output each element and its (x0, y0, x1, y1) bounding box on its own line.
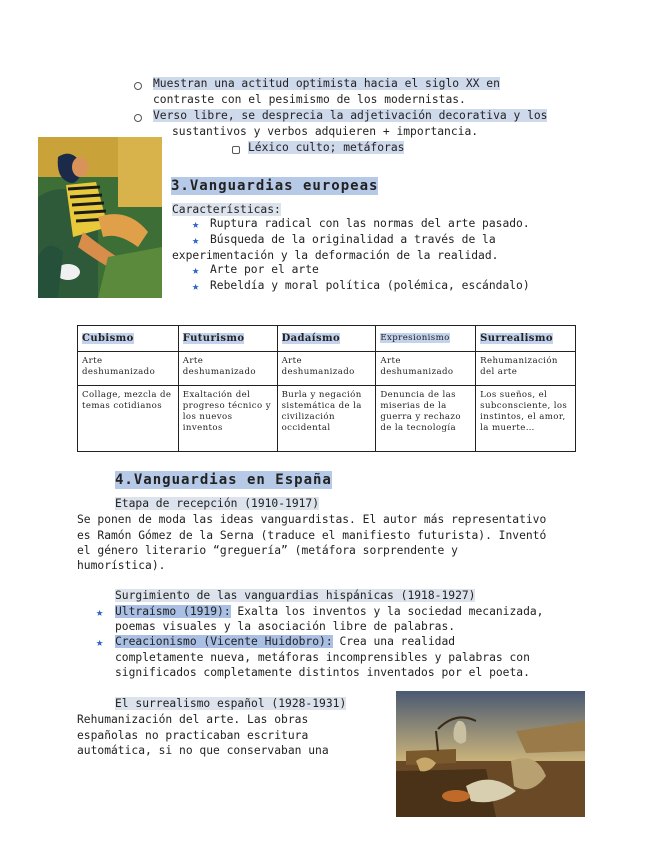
sub-bullet-label: Léxico culto; metáforas (248, 141, 405, 154)
paragraph-line: Se ponen de moda las ideas vanguardistas. El autor más representativo (77, 513, 547, 526)
paragraph-line: Rehumanización del arte. Las obras (77, 713, 309, 726)
table-cell: Denuncia de las miserias de la guerra y rechazo de la tecnología (376, 386, 476, 452)
table-cell: Exaltación del progreso técnico y los nuevos inventos (178, 386, 277, 452)
bullet-text (153, 108, 547, 124)
characteristic-item: Rebeldía y moral política (polémica, escándalo) (210, 279, 530, 292)
sub-bullet-text (248, 140, 404, 156)
ultraismo-text: Exalta los inventos y la sociedad mecanizada, (230, 605, 544, 618)
expressionist-painting (38, 137, 162, 298)
section-3-title: 3.Vanguardias europeas (171, 178, 379, 194)
header-label: Surrealismo (480, 333, 553, 344)
bullet-line: Verso libre, se desprecia la adjetivación decorativa y los (153, 109, 548, 122)
bullet-circle (134, 82, 142, 90)
bullet-circle (134, 114, 142, 122)
header-label: Dadaísmo (281, 333, 341, 344)
characteristic-item: Arte por el arte (210, 263, 319, 276)
paragraph-line: humorística). (77, 559, 166, 572)
header-label: Expresionismo (380, 333, 450, 343)
star-bullet-icon: ★ (96, 605, 104, 619)
characteristic-continuation: experimentación y la deformación de la realidad. (172, 249, 499, 262)
bullet-text: contraste con el pesimismo de los modernistas. (153, 93, 466, 106)
star-bullet-icon: ★ (96, 635, 104, 649)
paragraph-line: es Ramón Gómez de la Serna (traduce el manifiesto futurista). Inventó (77, 529, 547, 542)
section-3-heading (171, 177, 378, 195)
sub-bullet-square (232, 146, 240, 154)
table-cell: Arte deshumanizado (277, 352, 376, 386)
header-label: Cubismo (82, 333, 134, 344)
ultraismo-item (115, 604, 544, 620)
header-expresionismo (376, 326, 476, 352)
table-cell: Rehumanización del arte (476, 352, 576, 386)
header-dadaismo (277, 326, 376, 352)
stage-title-text: Surgimiento de las vanguardias hispánicas (1918-1927) (115, 589, 476, 602)
table-row (78, 352, 576, 386)
table-cell: Arte deshumanizado (178, 352, 277, 386)
creacionismo-continuation: completamente nueva, metáforas incomprensibles y palabras con (115, 651, 530, 664)
star-bullet-icon: ★ (192, 233, 200, 247)
paragraph-line: automática, si no que conservaban una (77, 744, 329, 757)
header-label: Futurismo (182, 333, 245, 344)
table-cell: Arte deshumanizado (376, 352, 476, 386)
table-row (78, 386, 576, 452)
star-bullet-icon: ★ (192, 263, 200, 277)
star-bullet-icon: ★ (192, 279, 200, 293)
table-cell: Los sueños, el subconsciente, los instintos, el amor, la muerte… (476, 386, 576, 452)
section-4-heading (115, 471, 332, 489)
table-cell: Burla y negación sistemática de la civilización occidental (277, 386, 376, 452)
characteristic-item: Ruptura radical con las normas del arte pasado. (210, 217, 530, 230)
header-cubismo (78, 326, 179, 352)
paragraph-line: el género literario “greguería” (metáfora sorprendente y (77, 544, 458, 557)
creacionismo-item (115, 634, 455, 650)
creacionismo-text: Crea una realidad (332, 635, 456, 648)
vanguards-table (77, 325, 576, 452)
paragraph-line: españolas no practicaban escritura (77, 729, 309, 742)
creacionismo-label: Creacionismo (Vicente Huidobro): (115, 635, 333, 648)
table-cell: Collage, mezcla de temas cotidianos (78, 386, 179, 452)
creacionismo-continuation: significados completamente distintos inventados por el poeta. (115, 666, 530, 679)
table-cell: Arte deshumanizado (78, 352, 179, 386)
header-futurismo (178, 326, 277, 352)
section-4-title: 4.Vanguardias en España (115, 472, 332, 488)
bullet-text: sustantivos y verbos adquieren + importancia. (172, 125, 479, 138)
stage-2-title (115, 588, 475, 604)
stage-title-text: Etapa de recepción (1910-1917) (115, 497, 320, 510)
stage-3-title (115, 696, 346, 712)
star-bullet-icon: ★ (192, 217, 200, 231)
bullet-text (153, 76, 500, 92)
stage-title-text: El surrealismo español (1928-1931) (115, 697, 347, 710)
header-surrealismo (476, 326, 576, 352)
surrealist-painting (396, 691, 585, 817)
bullet-line: Muestran una actitud optimista hacia el siglo XX en (153, 77, 500, 90)
ultraismo-label: Ultraísmo (1919): (115, 605, 231, 618)
characteristic-item: Búsqueda de la originalidad a través de la (210, 233, 496, 246)
table-header-row (78, 326, 576, 352)
ultraismo-continuation: poemas visuales y la asociación libre de palabras. (115, 620, 456, 633)
characteristics-text: Características: (172, 203, 281, 216)
stage-1-title (115, 496, 319, 512)
